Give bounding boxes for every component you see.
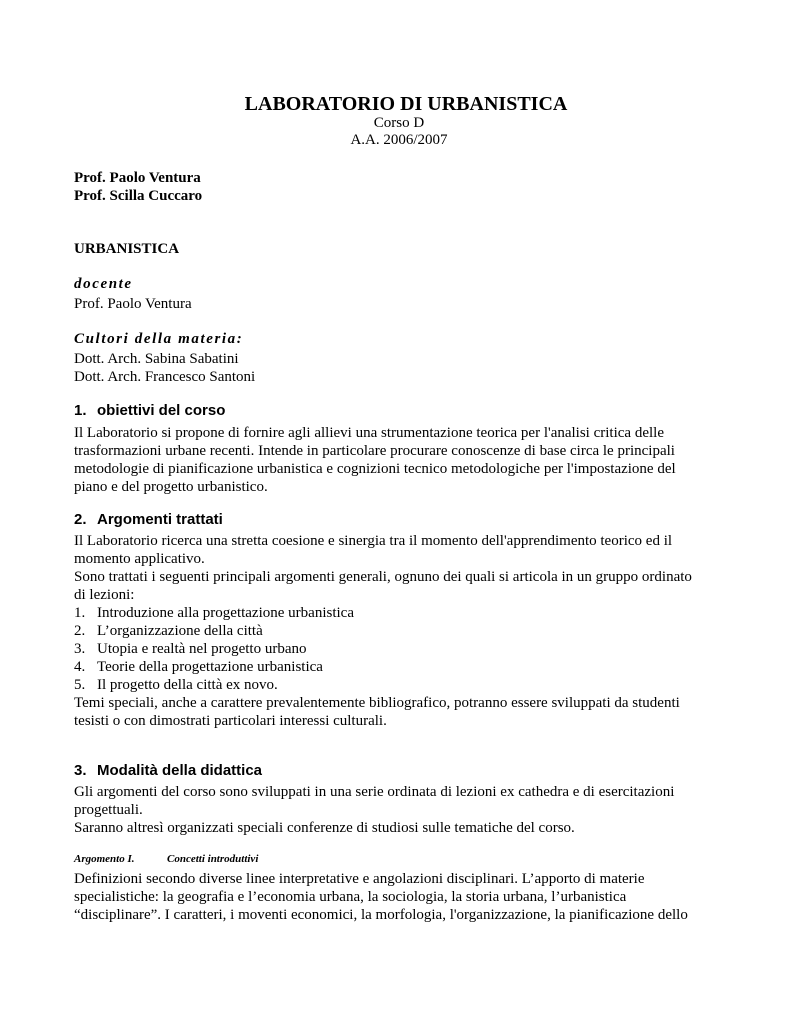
text-line: metodologie di pianificazione urbanistica e cognizioni tecnico metodologiche per l'impostazione del [74,461,676,477]
academic-year: A.A. 2006/2007 [350,132,448,148]
text-line: Sono trattati i seguenti principali argomenti generali, ognuno dei quali si articola in un gruppo ordinato [74,569,692,585]
list-number: 1. [74,605,86,621]
list-text: Il progetto della città ex novo. [97,677,278,693]
text-line: specialistiche: la geografia e l’economia urbana, la sociologia, la storia urbana, l’urbanistica [74,889,627,905]
cultore-name: Dott. Arch. Francesco Santoni [74,369,256,385]
text-line: piano e del progetto urbanistico. [74,479,268,495]
section-1-body [74,424,724,496]
professor-name: Prof. Scilla Cuccaro [74,188,203,204]
section-title: Argomenti trattati [97,511,223,528]
section-title: obiettivi del corso [97,402,226,419]
professor-name: Prof. Paolo Ventura [74,170,201,186]
text-line: Definizioni secondo diverse linee interpretative e angolazioni disciplinari. L’apporto di materie [74,871,645,887]
section-2-body [74,532,724,730]
section-1-heading [74,402,225,420]
text-line: progettuali. [74,802,143,818]
text-line: momento applicativo. [74,551,205,567]
cultori-list [74,350,255,386]
docente-name: Prof. Paolo Ventura [74,296,192,312]
text-line: Il Laboratorio ricerca una stretta coesione e sinergia tra il momento dell'apprendimento teorico ed il [74,533,673,549]
section-2-heading [74,511,223,529]
cultore-name: Dott. Arch. Sabina Sabatini [74,351,239,367]
text-line: Temi speciali, anche a carattere prevalentemente bibliografico, potranno essere sviluppati da studenti [74,695,680,711]
list-text: Introduzione alla progettazione urbanistica [97,605,354,621]
section-number: 1. [74,402,87,419]
text-line: “disciplinare”. I caratteri, i moventi economici, la morfologia, l'organizzazione, la pianificazione dello [74,907,688,923]
argomento-body [74,870,724,924]
list-item [74,676,724,694]
docente-label: docente [74,276,133,292]
list-number: 3. [74,641,86,657]
topics-list [74,604,724,694]
list-item [74,640,724,658]
list-number: 5. [74,677,86,693]
cultori-label: Cultori della materia: [74,331,244,347]
text-line: tesisti o con dimostrati particolari interessi culturali. [74,713,387,729]
section-title: Modalità della didattica [97,762,263,779]
list-item [74,604,724,622]
text-line: Gli argomenti del corso sono sviluppati in una serie ordinata di lezioni ex cathedra e di esercitazioni [74,784,675,800]
text-line: trasformazioni urbane recenti. Intende in particolare procurare conoscenze di base circa le principali [74,443,675,459]
section-3-heading [74,762,262,780]
list-item [74,658,724,676]
text-line: Il Laboratorio si propone di fornire agli allievi una strumentazione teorica per l'analisi critica delle [74,425,664,441]
document-title: LABORATORIO DI URBANISTICA [244,93,568,115]
argomento-heading [74,852,258,866]
section-3-body [74,783,724,837]
list-number: 2. [74,623,86,639]
list-text: Utopia e realtà nel progetto urbano [97,641,307,657]
text-line: Saranno altresì organizzati speciali conferenze di studiosi sulle tematiche del corso. [74,820,575,836]
list-text: L’organizzazione della città [97,623,263,639]
list-text: Teorie della progettazione urbanistica [97,659,323,675]
list-number: 4. [74,659,86,675]
title-block [74,93,724,149]
section-number: 3. [74,762,87,779]
list-item [74,622,724,640]
argomento-title: Concetti introduttivi [167,853,259,865]
subject-heading: URBANISTICA [74,241,180,257]
argomento-label: Argomento I. [74,853,135,865]
professors-list [74,169,202,205]
course-label: Corso D [373,115,425,131]
text-line: di lezioni: [74,587,135,603]
section-number: 2. [74,511,87,528]
